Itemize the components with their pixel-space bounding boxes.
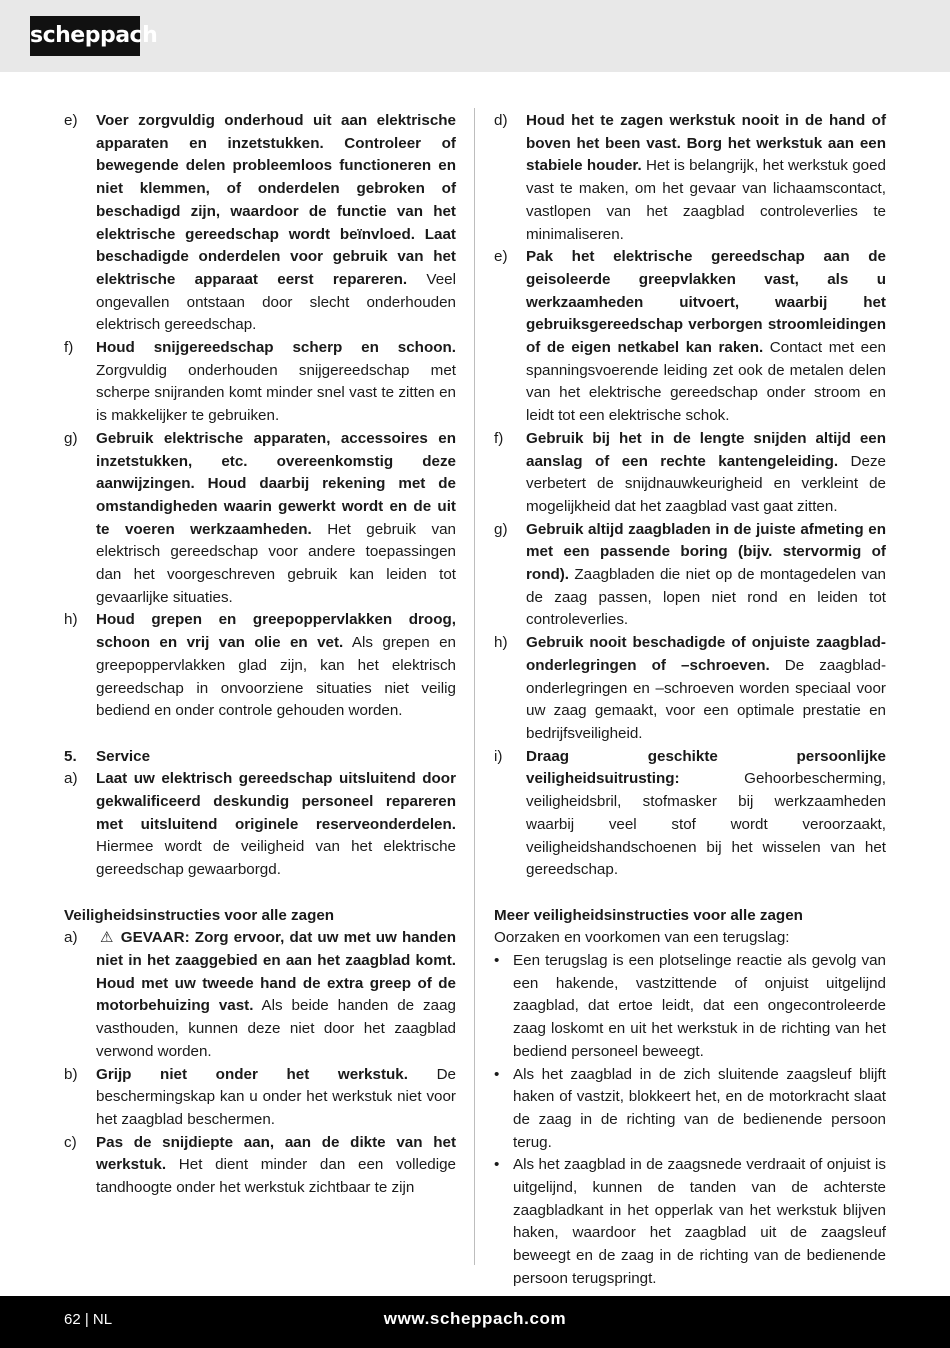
item-text: Deze verbetert de snijdnauwkeurigheid en verkleint de mogelijkheid dat het zaagblad vast gaat zitten. (526, 452, 886, 515)
website-url: www.scheppach.com (383, 1309, 567, 1328)
list-item (494, 519, 886, 633)
item-text: Het gebruik van elektrisch gereedschap voor andere toepassingen dan het voorgeschreven gebruik kan leiden tot gevaarlijke situaties. (96, 520, 456, 606)
item-bold-text: Voer zorgvuldig onderhoud uit aan elektrische apparaten en inzetstukken. Controleer of bewegende delen probleemloos functioneren en niet klemmen, of onderdelen gebroken of beschadigd zijn, waardoor de functie van het elektrische gereedschap wordt beïnvloed. Laat beschadigde onderdelen voor gebruik van het elektrische apparaat eerst repareren. (96, 112, 456, 288)
bullet-icon: • (494, 1065, 500, 1083)
section-title: Service (96, 747, 151, 765)
item-bold-text: Houd grepen en greepoppervlakken droog, schoon en vrij van olie en vet. (96, 611, 456, 652)
warning-icon: ⚠ (100, 929, 114, 947)
item-bold-text: Grijp niet onder het werkstuk. (96, 1065, 408, 1083)
page-header (0, 0, 950, 72)
item-label: f) (494, 429, 504, 447)
right-column (494, 110, 886, 1291)
item-bold-text: Pak het elektrische gereedschap aan de geisoleerde greepvlakken vast, als u werkzaamheden uitvoert, waarbij het gebruiksgereedschap verborgen stroomleidingen of de eigen netkabel kan raken. (526, 248, 886, 357)
item-text: Gehoorbescherming, veiligheidsbril, stofmasker bij werkzaamheden waarbij veel stof wordt veroorzaakt, veiligheidshandschoenen bij het wisselen van het gereedschap. (526, 770, 886, 879)
item-text: De zaagblad-onderlegringen en –schroeven worden speciaal voor uw zaag gemaakt, voor een optimale prestatie en bedrijfsveiligheid. (526, 656, 886, 742)
list-item (494, 746, 886, 882)
item-label: g) (64, 429, 78, 447)
page-footer (0, 1296, 950, 1348)
item-text: Veel ongevallen ontstaan door slecht onderhouden elektrisch gereedschap. (96, 270, 456, 334)
column-divider (474, 108, 475, 1265)
section-heading-more-saws: Meer veiligheidsinstructies voor alle zagen (494, 906, 803, 924)
section-number: 5. (64, 747, 77, 765)
page-number: 62 | NL (64, 1311, 113, 1328)
bullet-item (494, 1064, 886, 1155)
item-text: Het is belangrijk, het werkstuk goed vast te maken, om het gevaar van lichaamscontact, vastlopen van het zaagblad controleverlies te minimaliseren. (526, 157, 886, 243)
list-item (64, 768, 456, 882)
item-label: i) (494, 747, 503, 765)
section-heading-service (64, 746, 456, 769)
item-label: b) (64, 1065, 78, 1083)
item-text: Het dient minder dan een volledige tandhoogte onder het werkstuk zichtbaar te zijn (96, 1156, 456, 1197)
item-label: a) (64, 770, 78, 788)
list-item (64, 609, 456, 723)
item-bold-text: GEVAAR: Zorg ervoor, dat uw met uw handen niet in het zaaggebied en aan het zaagblad komt. Houd met uw tweede hand de extra greep of de motorbehuizing vast. (96, 929, 456, 1015)
item-text: Zaagbladen die niet op de montagedelen van de zaag passen, lopen niet rond en leiden tot controleverlies. (526, 566, 886, 629)
item-bold-text: Pas de snijdiepte aan, aan de dikte van het werkstuk. (96, 1133, 456, 1174)
item-text: Als grepen en greepoppervlakken glad zijn, kan het elektrisch gereedschap in onvoorziene situaties niet veilig bediend en onder controle gehouden worden. (96, 634, 456, 720)
item-bold-text: Draag geschikte persoonlijke veiligheidsuitrusting: (526, 747, 886, 788)
list-item (64, 110, 456, 337)
list-item (64, 927, 456, 1063)
item-label: a) (64, 929, 78, 947)
left-column (64, 110, 456, 1200)
item-text: Zorgvuldig onderhouden snijgereedschap met scherpe snijranden komt minder snel vast te zitten en is makkelijker te gebruiken. (96, 361, 456, 425)
item-label: c) (64, 1133, 77, 1151)
section-heading-saws: Veiligheidsinstructies voor alle zagen (64, 906, 335, 924)
list-item (64, 1132, 456, 1200)
item-text: Als beide handen de zaag vasthouden, kunnen deze niet door het zaagblad verwond worden. (96, 997, 456, 1060)
item-bold-text: Gebruik nooit beschadigde of onjuiste zaagblad-onderlegringen of –schroeven. (526, 634, 886, 674)
item-text: Hiermee wordt de veiligheid van het elektrische gereedschap gewaarborgd. (96, 838, 456, 879)
list-item (494, 428, 886, 519)
item-label: h) (494, 634, 508, 652)
item-bold-text: Houd het te zagen werkstuk nooit in de hand of boven het been vast. Borg het werkstuk aan een stabiele houder. (526, 112, 886, 175)
item-text: De beschermingskap kan u onder het werkstuk niet voor het zaagblad beschermen. (96, 1065, 456, 1128)
item-label: g) (494, 520, 508, 538)
list-item (494, 246, 886, 428)
bullet-text: Als het zaagblad in de zich sluitende zaagsleuf blijft haken of vastzit, blokkeert het, en de motorkracht slaat de zaag in de richting van de bedienende persoon terug. (513, 1065, 886, 1151)
bullet-text: Een terugslag is een plotselinge reactie als gevolg van een hakende, vastzittende of onjuist uitgelijnd zaagblad, dat ertoe leidt, dat een ongecontroleerde zaag loskomt en uit het werkstuk in de richting van het bediend personeel beweegt. (513, 952, 886, 1060)
item-bold-text: Gebruik bij het in de lengte snijden altijd een aanslag of een rechte kantengeleiding. (526, 429, 886, 470)
item-bold-text: Laat uw elektrisch gereedschap uitsluitend door gekwalificeerd deskundig personeel repareren met uitsluitend originele reserveonderdelen. (96, 770, 456, 833)
bullet-icon: • (494, 952, 500, 969)
item-label: e) (494, 248, 508, 266)
list-item (494, 632, 886, 746)
item-bold-text: Gebruik elektrische apparaten, accessoires en inzetstukken, etc. overeenkomstig deze aanwijzingen. Houd daarbij rekening met de omstandigheden waarin gewerkt wordt en de uit te voeren werkzaamheden. (96, 429, 456, 538)
list-item (494, 110, 886, 246)
bullet-item (494, 950, 886, 1064)
list-item (64, 1064, 456, 1132)
item-bold-text: Houd snijgereedschap scherp en schoon. (96, 339, 456, 357)
list-item (64, 428, 456, 610)
item-bold-text: Gebruik altijd zaagbladen in de juiste afmeting en met een passende boring (bijv. stervormig of rond). (526, 520, 886, 584)
section-subheading: Oorzaken en voorkomen van een terugslag: (494, 929, 790, 947)
item-label: h) (64, 611, 78, 629)
bullet-text: Als het zaagblad in de zaagsnede verdraait of onjuist is uitgelijnd, kunnen de tanden van de achterste zaagbladkant in het opperlak van het werkstuk blijven haken, waardoor het zaagblad uit de zaagsleuf beweegt en de zaag in de richting van de bedienende persoon terugspringt. (513, 1156, 886, 1287)
item-label: d) (494, 112, 508, 129)
bullet-item (494, 1154, 886, 1290)
list-item (64, 337, 456, 428)
item-label: e) (64, 112, 78, 129)
item-text: Contact met een spanningsvoerende leiding zet ook de metalen delen van het elektrische gereedschap onder stroom en leidt tot een elektrische schok. (526, 339, 886, 425)
item-label: f) (64, 339, 74, 357)
brand-logo: scheppach (30, 16, 140, 56)
bullet-icon: • (494, 1156, 500, 1174)
